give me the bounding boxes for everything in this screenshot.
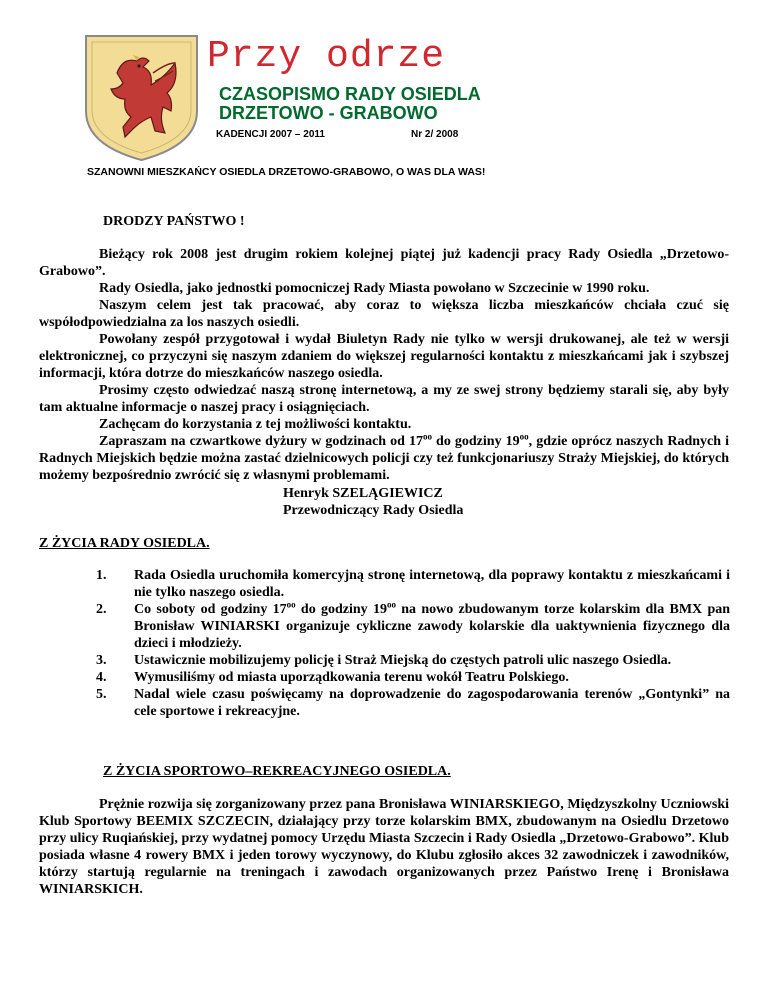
masthead-title: Przy odrze [207,35,446,78]
publication-subtitle-line1: CZASOPISMO RADY OSIEDLA [219,84,481,104]
greeting-line: SZANOWNI MIESZKAŃCY OSIEDLA DRZETOWO-GRABOWO, O WAS DLA WAS! [87,166,486,178]
letter-paragraph: Powołany zespół przygotował i wydał Biuletyn Rady nie tylko w wersji drukowanej, ale też w wersji elektronicznej, co przyczyni się naszym zdaniem do większej regularności kontaktu z mieszkańcami jak i szybszej informacji, która dotrze do mieszkańców naszego osiedla. [39,332,729,381]
signature-role: Przewodniczący Rady Osiedla [283,503,464,518]
publication-subtitle-line2: DRZETOWO - GRABOWO [219,103,438,123]
letter-salutation: DRODZY PAŃSTWO ! [103,214,245,229]
coat-of-arms-griffin-icon [83,33,200,163]
section-title-sports: Z ŻYCIA SPORTOWO–REKREACYJNEGO OSIEDLA. [103,764,451,779]
list-item: 5. Nadal wiele czasu poświęcamy na doprowadzenie do zagospodarowania terenów „Gontynki” na cele sportowe i rekreacyjne. [96,687,730,719]
issue-number: Nr 2/ 2008 [411,129,459,140]
term-label: KADENCJI 2007 – 2011 [216,129,325,140]
list-item: 2. Co soboty od godziny $17^{oo}$ do godziny $19^{oo}$ na nowo zbudowanym torze kolarskim dla BMX pan Bronisław WINIARSKI organizuje cykliczne zawody kolarskie dla uaktywnienia fizycznego dla dzieci i młodzieży. [96,599,731,651]
letter-body [39,246,729,484]
letter-paragraph: Zachęcam do korzystania z tej możliwości kontaktu. [99,417,412,432]
letter-paragraph: Prosimy często odwiedzać naszą stronę internetową, a my ze swej strony będziemy starali się, aby były tam aktualne informacje o naszej pracy i osiągnięciach. [39,383,729,415]
letter-paragraph: Rady Osiedla, jako jednostki pomocniczej Rady Miasta powołano w Szczecinie w 1990 roku. [99,281,650,296]
section-title-council: Z ŻYCIA RADY OSIEDLA. [39,536,210,551]
sports-paragraph: Prężnie rozwija się zorganizowany przez pana Bronisława WINIARSKIEGO, Międzyszkolny Uczniowski Klub Sportowy BEEMIX SZCZECIN, działający przy torze kolarskim BMX, zbudowanym na Osiedlu Drzetowo przy ulicy Ruqiańskiej, przy wydatnej pomocy Urzędu Miasta Szczecin i Rady Osiedla „Drzetowo-Grabowo”. Klub posiada własne 4 rowery BMX i jeden torowy wyczynowy, do Klubu zgłosiło akces 32 zawodniczek i zawodników, którzy startują regularnie na treningach i zawodach organizowanych przez Państwo Irenę i Bronisława WINIARSKICH. [39,797,729,897]
letter-paragraph: Naszym celem jest tak pracować, aby coraz to większa liczba mieszkańców chciała czuć się współodpowiedzialna za los naszych osiedli. [39,298,729,330]
letter-paragraph: Bieżący rok 2008 jest drugim rokiem kolejnej piątej już kadencji pracy Rady Osiedla „Drzetowo-Grabowo”. [39,247,729,279]
list-item: 4. Wymusiliśmy od miasta uporządkowania terenu wokół Teatru Polskiego. [96,670,569,685]
list-item: 1. Rada Osiedla uruchomiła komercyjną stronę internetową, dla poprawy kontaktu z mieszkańcami i nie tylko naszego osiedla. [96,568,730,600]
council-news-list [96,567,730,720]
list-item: 3. Ustawicznie mobilizujemy policję i Straż Miejską do częstych patroli ulic naszego Osiedla. [96,653,672,668]
signature-name: Henryk SZELĄGIEWICZ [283,486,443,501]
sports-section-body [39,796,729,898]
letter-paragraph-office-hours: Zapraszam na czwartkowe dyżury w godzinach od $17^{oo}$ do godziny $19^{oo}$, gdzie oprócz naszych Radnych i Radnych Miejskich będzie można zastać dzielnicowych policji czy też funkcjonariuszy Straży Miejskiej, do których możemy bezpośrednio zwrócić się z własnymi problemami. [39,431,729,483]
